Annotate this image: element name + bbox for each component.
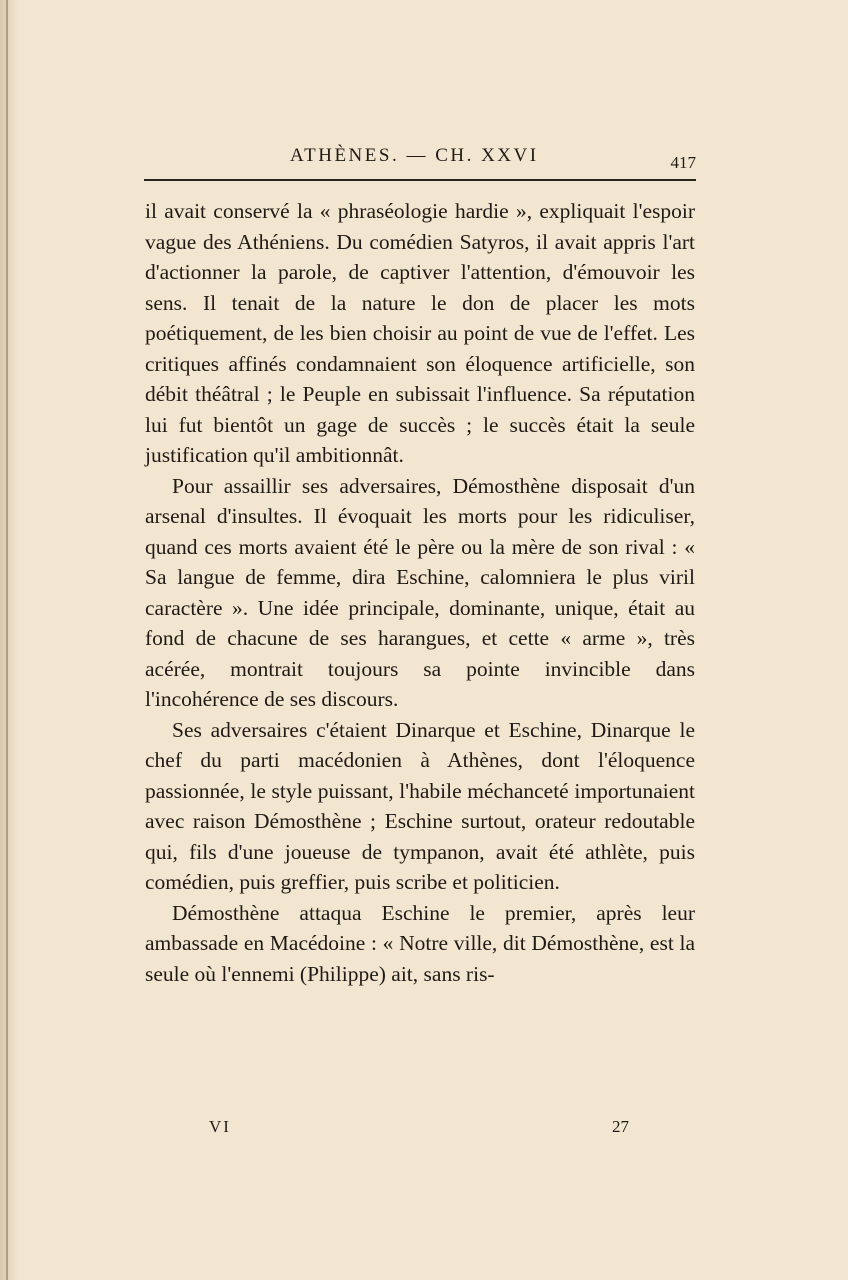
paragraph: il avait conservé la « phraséologie hardie », expliquait l'espoir vague des Athéniens. Du comédien Satyros, il avait appris l'art d'actionner la parole, de captiver l'attention, d'émouvoir les sens. Il tenait de la nature le don de placer les mots poétiquement, de les bien choisir au point de vue de l'effet. Les critiques affinés condamnaient son éloquence artificielle, son débit théâtral ; le Peuple en subissait l'influence. Sa réputation lui fut bientôt un gage de succès ; le succès était la seule justification qu'il ambitionnât. [145, 199, 695, 467]
page-footer [209, 1117, 629, 1141]
paragraph: Pour assaillir ses adversaires, Démosthène disposait d'un arsenal d'insultes. Il évoquait les morts pour les ridiculiser, quand ces morts avaient été le père ou la mère de son rival : « Sa langue de femme, dira Eschine, calomniera le plus viril caractère ». Une idée principale, dominante, unique, était au fond de chacune de ses harangues, et cette « arme », très acérée, montrait toujours sa pointe invincible dans l'incohérence de ses discours. [145, 473, 695, 711]
page-number: 417 [670, 153, 696, 172]
paragraph: Ses adversaires c'étaient Dinarque et Eschine, Dinarque le chef du parti macédonien à Athènes, dont l'éloquence passionnée, le style puissant, l'habile méchanceté importunaient avec raison Démosthène ; Eschine surtout, orateur redoutable qui, fils d'une joueuse de tympanon, avait été athlète, puis comédien, puis greffier, puis scribe et politicien. [145, 717, 695, 894]
page-header [144, 143, 696, 183]
header-rule [144, 179, 696, 181]
running-title: ATHÈNES. — CH. XXVI [290, 145, 539, 166]
paragraph: Démosthène attaqua Eschine le premier, après leur ambassade en Macédoine : « Notre ville, dit Démosthène, est la seule où l'ennemi (Philippe) ait, sans ris- [145, 900, 695, 986]
sheet-number: 27 [612, 1117, 629, 1136]
binding-edge [6, 0, 8, 1280]
page-edge-shadow [0, 0, 18, 1280]
body-text [145, 196, 695, 989]
signature-mark: VI [209, 1117, 231, 1136]
